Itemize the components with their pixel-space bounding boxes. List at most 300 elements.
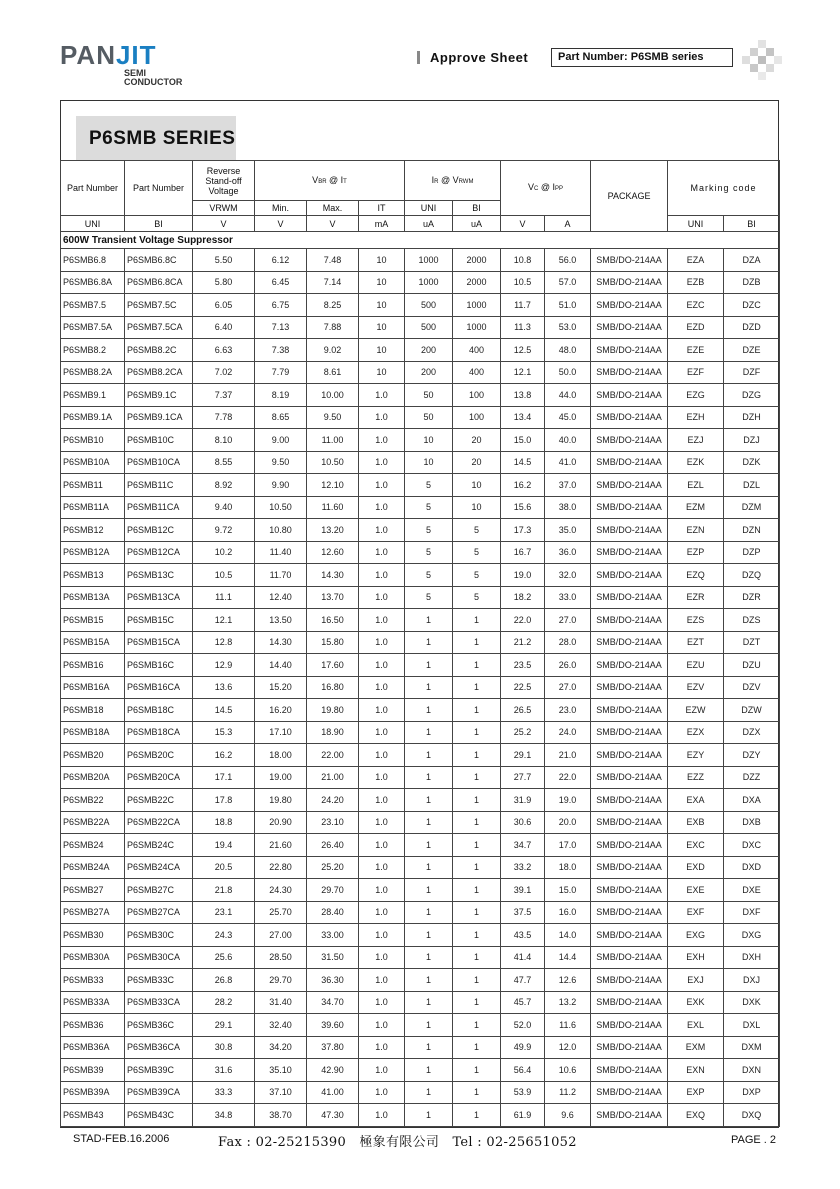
cell-marking-uni: EXQ	[668, 1104, 724, 1127]
cell-ipp: 11.6	[545, 1014, 591, 1037]
cell-vc: 52.0	[501, 1014, 545, 1037]
cell-part-uni: P6SMB30A	[61, 946, 125, 969]
cell-ir-uni: 1	[405, 1104, 453, 1127]
cell-marking-bi: DXL	[724, 1014, 780, 1037]
table-row	[61, 429, 780, 452]
cell-package: SMB/DO-214AA	[591, 924, 668, 947]
cell-vbr-max: 29.70	[307, 879, 359, 902]
cell-vbr-min: 9.00	[255, 429, 307, 452]
cell-part-uni: P6SMB10	[61, 429, 125, 452]
cell-part-bi: P6SMB22CA	[125, 811, 193, 834]
cell-it: 10	[359, 294, 405, 317]
cell-part-uni: P6SMB20	[61, 744, 125, 767]
cell-ipp: 32.0	[545, 564, 591, 587]
cell-package: SMB/DO-214AA	[591, 1059, 668, 1082]
table-row	[61, 451, 780, 474]
cell-ipp: 41.0	[545, 451, 591, 474]
cell-ir-bi: 5	[453, 519, 501, 542]
cell-package: SMB/DO-214AA	[591, 991, 668, 1014]
cell-vbr-max: 31.50	[307, 946, 359, 969]
cell-ipp: 35.0	[545, 519, 591, 542]
cell-vc: 11.7	[501, 294, 545, 317]
cell-it: 1.0	[359, 744, 405, 767]
header-it: IT	[359, 201, 405, 216]
cell-ir-bi: 10	[453, 474, 501, 497]
unit-bi: BI	[125, 216, 193, 232]
panjit-logo	[60, 40, 190, 90]
cell-vc: 27.7	[501, 766, 545, 789]
spec-table	[60, 160, 780, 1127]
table-row	[61, 1059, 780, 1082]
cell-vbr-max: 47.30	[307, 1104, 359, 1127]
cell-vrwm: 11.1	[193, 586, 255, 609]
cell-it: 10	[359, 271, 405, 294]
cell-marking-uni: EZV	[668, 676, 724, 699]
header-part-bi: Part Number	[125, 161, 193, 216]
cell-vbr-min: 14.40	[255, 654, 307, 677]
cell-marking-bi: DZX	[724, 721, 780, 744]
header-reverse: Reverse Stand-off Voltage	[193, 161, 255, 201]
cell-ir-bi: 2000	[453, 271, 501, 294]
header-marking: Marking code	[668, 161, 780, 216]
table-row	[61, 406, 780, 429]
cell-vrwm: 25.6	[193, 946, 255, 969]
logo-text-jit: JIT	[115, 40, 157, 70]
cell-part-bi: P6SMB30C	[125, 924, 193, 947]
cell-package: SMB/DO-214AA	[591, 249, 668, 272]
cell-ipp: 28.0	[545, 631, 591, 654]
cell-vbr-min: 31.40	[255, 991, 307, 1014]
cell-it: 1.0	[359, 429, 405, 452]
table-row	[61, 969, 780, 992]
cell-vrwm: 34.8	[193, 1104, 255, 1127]
cell-it: 1.0	[359, 609, 405, 632]
cell-part-bi: P6SMB16C	[125, 654, 193, 677]
cell-vrwm: 17.1	[193, 766, 255, 789]
cell-ir-bi: 400	[453, 361, 501, 384]
unit-v-max: V	[307, 216, 359, 232]
table-row	[61, 654, 780, 677]
cell-part-bi: P6SMB9.1C	[125, 384, 193, 407]
cell-marking-bi: DZP	[724, 541, 780, 564]
cell-vc: 37.5	[501, 901, 545, 924]
cell-part-uni: P6SMB8.2	[61, 339, 125, 362]
cell-marking-uni: EZY	[668, 744, 724, 767]
table-row	[61, 249, 780, 272]
cell-marking-bi: DZU	[724, 654, 780, 677]
table-row	[61, 879, 780, 902]
cell-ir-uni: 1	[405, 1036, 453, 1059]
cell-vrwm: 17.8	[193, 789, 255, 812]
cell-ir-bi: 1	[453, 744, 501, 767]
cell-marking-bi: DXK	[724, 991, 780, 1014]
cell-part-bi: P6SMB39CA	[125, 1081, 193, 1104]
table-row	[61, 294, 780, 317]
cell-vrwm: 10.2	[193, 541, 255, 564]
cell-part-uni: P6SMB6.8A	[61, 271, 125, 294]
cell-ir-bi: 1	[453, 856, 501, 879]
table-row	[61, 834, 780, 857]
cell-package: SMB/DO-214AA	[591, 631, 668, 654]
cell-vbr-max: 10.00	[307, 384, 359, 407]
cell-vbr-max: 13.20	[307, 519, 359, 542]
cell-part-uni: P6SMB39	[61, 1059, 125, 1082]
cell-marking-uni: EXP	[668, 1081, 724, 1104]
cell-vc: 14.5	[501, 451, 545, 474]
cell-vbr-min: 19.00	[255, 766, 307, 789]
cell-marking-uni: EZZ	[668, 766, 724, 789]
cell-vc: 11.3	[501, 316, 545, 339]
cell-package: SMB/DO-214AA	[591, 586, 668, 609]
cell-part-bi: P6SMB30CA	[125, 946, 193, 969]
cell-vbr-min: 22.80	[255, 856, 307, 879]
cell-ir-uni: 1000	[405, 271, 453, 294]
cell-ir-uni: 5	[405, 496, 453, 519]
cell-ir-bi: 1	[453, 991, 501, 1014]
cell-ipp: 36.0	[545, 541, 591, 564]
cell-vrwm: 16.2	[193, 744, 255, 767]
cell-it: 1.0	[359, 586, 405, 609]
table-row	[61, 564, 780, 587]
header-max: Max.	[307, 201, 359, 216]
cell-part-bi: P6SMB22C	[125, 789, 193, 812]
cell-vrwm: 10.5	[193, 564, 255, 587]
cell-vc: 45.7	[501, 991, 545, 1014]
cell-ir-bi: 1	[453, 901, 501, 924]
cell-it: 1.0	[359, 834, 405, 857]
cell-vrwm: 12.8	[193, 631, 255, 654]
cell-package: SMB/DO-214AA	[591, 406, 668, 429]
cell-vbr-max: 36.30	[307, 969, 359, 992]
table-row	[61, 721, 780, 744]
cell-ir-uni: 50	[405, 384, 453, 407]
cell-ir-bi: 20	[453, 429, 501, 452]
footer-contact: Fax : 02-25215390 極象有限公司 Tel : 02-25651052	[218, 1135, 577, 1150]
cell-vc: 10.5	[501, 271, 545, 294]
cell-vc: 41.4	[501, 946, 545, 969]
cell-vrwm: 23.1	[193, 901, 255, 924]
cell-part-bi: P6SMB36CA	[125, 1036, 193, 1059]
cell-vbr-max: 33.00	[307, 924, 359, 947]
unit-ma: mA	[359, 216, 405, 232]
unit-marking-bi: BI	[724, 216, 780, 232]
cell-part-bi: P6SMB33CA	[125, 991, 193, 1014]
logo-text-pan: PAN	[60, 40, 116, 70]
cell-vbr-max: 26.40	[307, 834, 359, 857]
cell-ir-bi: 1	[453, 1081, 501, 1104]
cell-marking-uni: EXL	[668, 1014, 724, 1037]
cell-marking-bi: DXB	[724, 811, 780, 834]
cell-package: SMB/DO-214AA	[591, 879, 668, 902]
cell-marking-uni: EZK	[668, 451, 724, 474]
cell-marking-bi: DZD	[724, 316, 780, 339]
cell-ipp: 12.0	[545, 1036, 591, 1059]
cell-marking-uni: EXJ	[668, 969, 724, 992]
unit-a: A	[545, 216, 591, 232]
cell-vbr-min: 6.75	[255, 294, 307, 317]
cell-vrwm: 26.8	[193, 969, 255, 992]
cell-marking-bi: DZE	[724, 339, 780, 362]
cell-ipp: 23.0	[545, 699, 591, 722]
cell-part-bi: P6SMB13C	[125, 564, 193, 587]
cell-part-bi: P6SMB8.2CA	[125, 361, 193, 384]
cell-vc: 23.5	[501, 654, 545, 677]
cell-vbr-max: 16.80	[307, 676, 359, 699]
cell-ir-bi: 2000	[453, 249, 501, 272]
cell-package: SMB/DO-214AA	[591, 699, 668, 722]
table-row	[61, 1081, 780, 1104]
cell-ipp: 18.0	[545, 856, 591, 879]
cell-part-uni: P6SMB27A	[61, 901, 125, 924]
cell-ipp: 27.0	[545, 676, 591, 699]
cell-ir-bi: 1	[453, 946, 501, 969]
cell-marking-uni: EZM	[668, 496, 724, 519]
cell-ipp: 27.0	[545, 609, 591, 632]
cell-it: 1.0	[359, 519, 405, 542]
cell-marking-uni: EZQ	[668, 564, 724, 587]
cell-ir-uni: 10	[405, 451, 453, 474]
cell-part-bi: P6SMB27CA	[125, 901, 193, 924]
cell-package: SMB/DO-214AA	[591, 474, 668, 497]
cell-part-bi: P6SMB24C	[125, 834, 193, 857]
cell-marking-bi: DZH	[724, 406, 780, 429]
cell-it: 1.0	[359, 856, 405, 879]
cell-package: SMB/DO-214AA	[591, 339, 668, 362]
cell-marking-uni: EZP	[668, 541, 724, 564]
cell-it: 1.0	[359, 879, 405, 902]
cell-package: SMB/DO-214AA	[591, 564, 668, 587]
cell-ipp: 12.6	[545, 969, 591, 992]
cell-ir-uni: 1	[405, 1014, 453, 1037]
cell-vbr-min: 6.45	[255, 271, 307, 294]
cell-vrwm: 8.55	[193, 451, 255, 474]
cell-it: 1.0	[359, 969, 405, 992]
cell-package: SMB/DO-214AA	[591, 1104, 668, 1127]
cell-vbr-max: 7.14	[307, 271, 359, 294]
cell-vrwm: 12.1	[193, 609, 255, 632]
cell-ir-uni: 1	[405, 744, 453, 767]
cell-vbr-max: 41.00	[307, 1081, 359, 1104]
cell-package: SMB/DO-214AA	[591, 1014, 668, 1037]
cell-marking-uni: EZE	[668, 339, 724, 362]
cell-package: SMB/DO-214AA	[591, 609, 668, 632]
cell-vbr-min: 32.40	[255, 1014, 307, 1037]
header-vbr: VBR @ IT	[255, 161, 405, 201]
cell-marking-bi: DZK	[724, 451, 780, 474]
cell-vbr-max: 24.20	[307, 789, 359, 812]
cell-ir-uni: 1	[405, 811, 453, 834]
cell-part-uni: P6SMB13A	[61, 586, 125, 609]
cell-part-uni: P6SMB22A	[61, 811, 125, 834]
table-row	[61, 946, 780, 969]
cell-it: 1.0	[359, 451, 405, 474]
cell-marking-uni: EZW	[668, 699, 724, 722]
cell-ir-bi: 1	[453, 1059, 501, 1082]
cell-marking-bi: DZN	[724, 519, 780, 542]
cell-part-uni: P6SMB10A	[61, 451, 125, 474]
cell-package: SMB/DO-214AA	[591, 294, 668, 317]
cell-marking-bi: DXP	[724, 1081, 780, 1104]
cell-ipp: 11.2	[545, 1081, 591, 1104]
table-row	[61, 901, 780, 924]
cell-ipp: 24.0	[545, 721, 591, 744]
cell-vrwm: 31.6	[193, 1059, 255, 1082]
cell-part-uni: P6SMB13	[61, 564, 125, 587]
cell-marking-bi: DZR	[724, 586, 780, 609]
table-row	[61, 924, 780, 947]
cell-ir-uni: 1000	[405, 249, 453, 272]
cell-part-bi: P6SMB33C	[125, 969, 193, 992]
cell-it: 1.0	[359, 1081, 405, 1104]
cell-marking-uni: EZR	[668, 586, 724, 609]
cell-ipp: 44.0	[545, 384, 591, 407]
cell-ir-uni: 1	[405, 924, 453, 947]
cell-part-bi: P6SMB13CA	[125, 586, 193, 609]
table-row	[61, 519, 780, 542]
cell-vbr-min: 20.90	[255, 811, 307, 834]
cell-ir-uni: 5	[405, 474, 453, 497]
cell-ir-bi: 400	[453, 339, 501, 362]
cell-part-uni: P6SMB43	[61, 1104, 125, 1127]
unit-v-vc: V	[501, 216, 545, 232]
table-row	[61, 1014, 780, 1037]
cell-vrwm: 7.02	[193, 361, 255, 384]
title-bar	[60, 116, 779, 160]
cell-ir-bi: 1	[453, 879, 501, 902]
cell-ir-uni: 1	[405, 1059, 453, 1082]
cell-marking-uni: EZL	[668, 474, 724, 497]
cell-vbr-max: 19.80	[307, 699, 359, 722]
cell-ipp: 14.4	[545, 946, 591, 969]
cell-vc: 21.2	[501, 631, 545, 654]
cell-package: SMB/DO-214AA	[591, 766, 668, 789]
cell-vrwm: 12.9	[193, 654, 255, 677]
cell-part-uni: P6SMB15	[61, 609, 125, 632]
cell-ir-uni: 50	[405, 406, 453, 429]
cell-vbr-min: 11.70	[255, 564, 307, 587]
cell-vbr-max: 7.88	[307, 316, 359, 339]
cell-vbr-max: 21.00	[307, 766, 359, 789]
cell-package: SMB/DO-214AA	[591, 519, 668, 542]
cell-ir-uni: 10	[405, 429, 453, 452]
cell-vbr-max: 8.25	[307, 294, 359, 317]
cell-it: 1.0	[359, 946, 405, 969]
cell-marking-bi: DXH	[724, 946, 780, 969]
cell-part-bi: P6SMB6.8C	[125, 249, 193, 272]
cell-ir-uni: 1	[405, 654, 453, 677]
cell-vbr-max: 15.80	[307, 631, 359, 654]
cell-it: 1.0	[359, 474, 405, 497]
cell-part-uni: P6SMB18A	[61, 721, 125, 744]
cell-vc: 12.1	[501, 361, 545, 384]
cell-marking-bi: DXQ	[724, 1104, 780, 1127]
cell-vbr-min: 27.00	[255, 924, 307, 947]
cell-part-uni: P6SMB12	[61, 519, 125, 542]
cell-ipp: 19.0	[545, 789, 591, 812]
cell-vbr-max: 8.61	[307, 361, 359, 384]
cell-marking-uni: EZJ	[668, 429, 724, 452]
cell-part-bi: P6SMB12CA	[125, 541, 193, 564]
cell-vbr-max: 42.90	[307, 1059, 359, 1082]
cell-it: 1.0	[359, 654, 405, 677]
table-row	[61, 811, 780, 834]
cell-marking-uni: EXN	[668, 1059, 724, 1082]
cell-part-uni: P6SMB22	[61, 789, 125, 812]
cell-marking-uni: EXG	[668, 924, 724, 947]
cell-ipp: 10.6	[545, 1059, 591, 1082]
cell-marking-uni: EXK	[668, 991, 724, 1014]
cell-vrwm: 33.3	[193, 1081, 255, 1104]
cell-marking-uni: EZX	[668, 721, 724, 744]
cell-package: SMB/DO-214AA	[591, 834, 668, 857]
cell-it: 1.0	[359, 1104, 405, 1127]
cell-vbr-min: 7.13	[255, 316, 307, 339]
cell-package: SMB/DO-214AA	[591, 1036, 668, 1059]
cell-ir-bi: 1	[453, 789, 501, 812]
page-title: P6SMB SERIES	[89, 128, 236, 149]
cell-vrwm: 18.8	[193, 811, 255, 834]
unit-v-vrwm: V	[193, 216, 255, 232]
cell-ir-uni: 5	[405, 519, 453, 542]
cell-marking-bi: DXJ	[724, 969, 780, 992]
cell-vrwm: 14.5	[193, 699, 255, 722]
cell-part-uni: P6SMB33	[61, 969, 125, 992]
cell-vbr-min: 8.19	[255, 384, 307, 407]
unit-ua-uni: uA	[405, 216, 453, 232]
header-vc: VC @ IPP	[501, 161, 591, 216]
cell-ir-uni: 1	[405, 946, 453, 969]
cell-ir-bi: 10	[453, 496, 501, 519]
cell-marking-bi: DXF	[724, 901, 780, 924]
cell-part-bi: P6SMB43C	[125, 1104, 193, 1127]
cell-package: SMB/DO-214AA	[591, 856, 668, 879]
table-row	[61, 676, 780, 699]
cell-ir-uni: 1	[405, 991, 453, 1014]
cell-it: 1.0	[359, 699, 405, 722]
cell-part-bi: P6SMB10C	[125, 429, 193, 452]
cell-ir-bi: 1	[453, 609, 501, 632]
cell-marking-bi: DZB	[724, 271, 780, 294]
cell-ipp: 53.0	[545, 316, 591, 339]
cell-part-bi: P6SMB9.1CA	[125, 406, 193, 429]
cell-vbr-min: 28.50	[255, 946, 307, 969]
cell-vrwm: 20.5	[193, 856, 255, 879]
cell-ir-uni: 200	[405, 361, 453, 384]
header-package: PACKAGE	[591, 161, 668, 232]
cell-it: 1.0	[359, 1036, 405, 1059]
table-row	[61, 744, 780, 767]
cell-ir-uni: 1	[405, 879, 453, 902]
cell-ir-bi: 100	[453, 384, 501, 407]
cell-ir-bi: 20	[453, 451, 501, 474]
table-row	[61, 631, 780, 654]
cell-ipp: 13.2	[545, 991, 591, 1014]
table-row	[61, 586, 780, 609]
cell-marking-uni: EZN	[668, 519, 724, 542]
cell-ir-uni: 500	[405, 316, 453, 339]
cell-package: SMB/DO-214AA	[591, 969, 668, 992]
cell-vc: 16.7	[501, 541, 545, 564]
cell-ipp: 16.0	[545, 901, 591, 924]
cell-vbr-max: 14.30	[307, 564, 359, 587]
cell-ir-uni: 1	[405, 699, 453, 722]
logo-sub-conductor: CONDUCTOR	[124, 77, 183, 87]
cell-vrwm: 6.40	[193, 316, 255, 339]
cell-ir-bi: 1	[453, 924, 501, 947]
cell-part-bi: P6SMB8.2C	[125, 339, 193, 362]
cell-it: 10	[359, 316, 405, 339]
cell-part-uni: P6SMB16A	[61, 676, 125, 699]
